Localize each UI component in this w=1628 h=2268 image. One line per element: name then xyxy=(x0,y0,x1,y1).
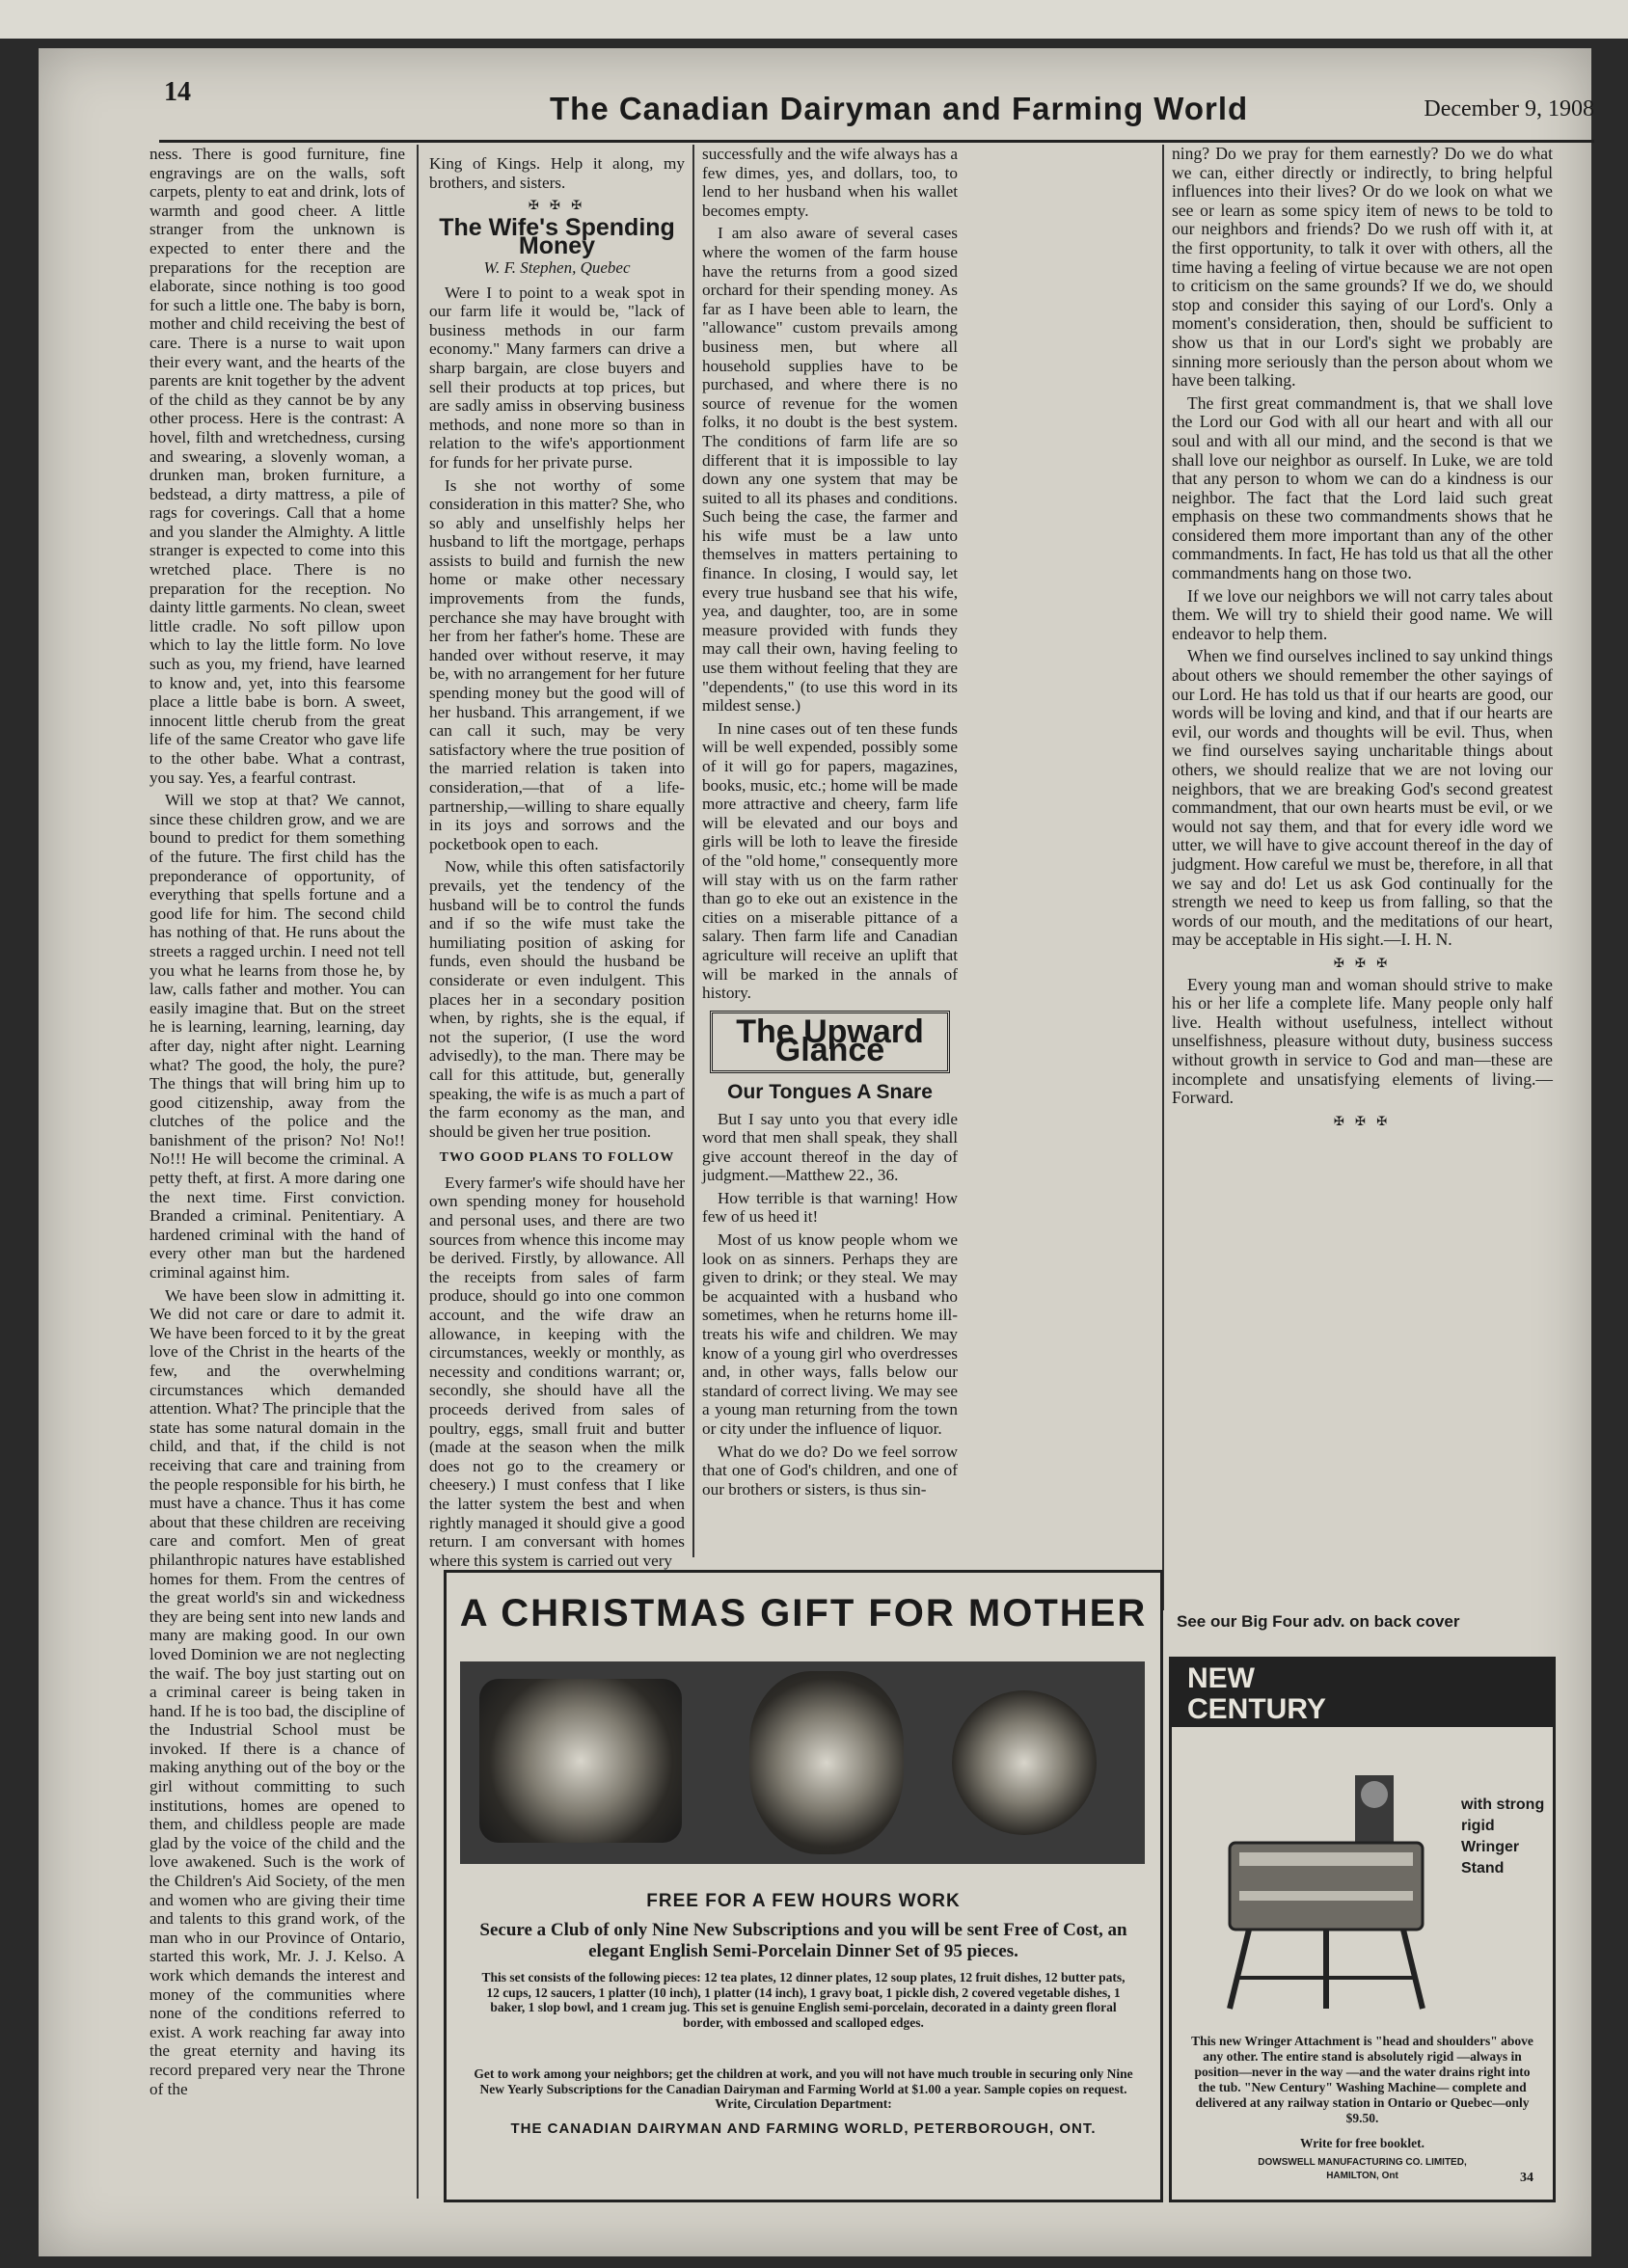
ad-body: This new Wringer Attachment is "head and shoulders" above any other. The entire stand is absolutely rigid —always in position—never in the way —and the water drains right into the tub. "New Century" Washing Machine— complete and delivered at any railway station in Ontario or Quebec—only $9.50. xyxy=(1191,2034,1533,2125)
ad-terms: Secure a Club of only Nine New Subscriptions and you will be sent Free of Cost, an elegant English Semi-Porcelain Dinner Set of 95 pieces. xyxy=(479,1920,1127,1961)
issue-date: December 9, 1908 xyxy=(1424,96,1594,122)
masthead: The Canadian Dairyman and Farming World xyxy=(550,91,1249,126)
paragraph: I am also aware of several cases where the women of the farm house have the returns from a good sized orchard for their spending money. As far as I have been able to learn, the "allowance" custom prevails among business men, but where all household supplies have to be purchased, and where there is no source of revenue for the women folks, it no doubt is the best system. The conditions of farm life are so different that it is impossible to lay down any one system that may be suited to all its phases and conditions. Such being the case, the farmer and his wife must be a law unto themselves in matters pertaining to finance. In closing, I would say, let every true husband see that his wife, yea, and daughter, too, are in some measure provided with funds they may call their own, having feeling to use them without feeling that they are "dependents," (to use this word in its mildest sense.) xyxy=(702,224,958,716)
paragraph: We have been slow in admitting it. We did not care or dare to admit it. We have been forced to it by the great love of the Christ in the hearts of the few, and the overwhelming circumstances which demanded attention. What? The principle that the state has some natural domain in the child, and that, if the child is not receiving that care and training from the people responsible for his birth, he must have a chance. Thus it has come about that these children are receiving care and comfort. Men of great philanthropic natures have established homes for them. From the centres of the great world's sin and wickedness they are being sent into new lands and many are making good. In our own loved Dominion we are not neglecting the waif. The boy just starting out on a criminal career is being taken in hand. If he is too bad, the discipline of the Industrial School must be invoked. If there is a chance of making anything out of the boy or the girl without committing to such institutions, homes are opened to them, and childless people are made glad by the voice of the child and the love awakened. Such is the work of the Children's Aid Society, of the men and women who are giving their time and talents to this grand work, of the man who in our Province of Ontario, started this work, Mr. J. J. Kelso. A work which demands the interest and money of the communities where none of the conditions referred to exist. A work reaching far away into the great eternity and having its record prepared very near the Throne of the xyxy=(149,1285,405,2098)
section-ornament: ✠ ✠ ✠ xyxy=(1333,1113,1392,1128)
page-header xyxy=(164,77,1594,145)
ad-publisher: THE CANADIAN DAIRYMAN AND FARMING WORLD, PETERBOROUGH, ONT. xyxy=(510,2120,1097,2137)
paragraph: Were I to point to a weak spot in our farm life it would be, "lack of business methods in our farm economy." Many farmers can drive a sharp bargain, are close buyers and sell their products at top prices, but are sadly amiss in observing business methods, and none more so than in relation to the wife's apportionment for funds for her private purse. xyxy=(429,283,685,472)
paragraph: How terrible is that warning! How few of us heed it! xyxy=(702,1188,958,1227)
ad-cta: Write for free booklet. xyxy=(1300,2136,1424,2150)
maker-name: DOWSWELL MANUFACTURING CO. LIMITED, xyxy=(1258,2157,1467,2168)
paragraph: Every farmer's wife should have her own spending money for household and personal uses, and there are two sources from whence this income may be derived. Firstly, by allowance. All the receipts from sales of farm produce, should go into one common account, and the wife draw an allowance, in keeping with the circumstances, weekly or monthly, as necessity and conditions warrant; or, secondly, she should have all the proceeds derived from sales of poultry, eggs, small fruit and butter (made at the season when the milk does not go to the creamery or cheesery.) I must confess that I like the latter system the best and when rightly managed it should give a good return. I am conversant with homes where this system is carried out very xyxy=(429,1173,685,1570)
tureen-image xyxy=(749,1671,904,1854)
plate-image xyxy=(952,1690,1097,1835)
paragraph: Most of us know people whom we look on as sinners. Perhaps they are given to drink; or they steal. We may be acquainted with a husband who sometimes, when he returns home ill-treats his wife and children. We may know of a young girl who overdresses and, in other ways, falls below our standard of correct living. We may see a young man returning from the town or city under the influence of liquor. xyxy=(702,1230,958,1438)
page-number: 14 xyxy=(164,77,191,107)
paragraph: When we find ourselves inclined to say unkind things about others we should remember the other sayings of our Lord. He has told us that if our hearts are good, our words will be loving and kind, and that if our hearts are evil, our words and thoughts will be evil. Thus, when we find ourselves saying uncharitable things about others, we should realize that we are not loving our neighbors, that we are breaking God's second greatest commandment, that our own hearts must be evil, or we would not say them, and that for every idle word we utter, we will have to give account thereof in the day of judgment. How careful we must be, therefore, in all that we say and do! Let us ask God continually for the strength we need to keep us from falling, so that the words of our mouth, and the meditations of our heart, may be acceptable in His sight.—I. H. N. xyxy=(1172,646,1553,950)
article-byline: W. F. Stephen, Quebec xyxy=(483,257,631,277)
ad-number: 34 xyxy=(1520,2171,1533,2185)
washing-machine-ad xyxy=(1169,1657,1556,2202)
paragraph: What do we do? Do we feel sorrow that one of God's children, and one of our brothers or sisters, is thus sin- xyxy=(702,1442,958,1498)
ad-brand-banner xyxy=(1172,1660,1553,1727)
column-divider xyxy=(692,145,694,1557)
ad-headline: A CHRISTMAS GIFT FOR MOTHER xyxy=(459,1592,1148,1634)
section-ornament: ✠ ✠ ✠ xyxy=(528,198,586,213)
brand-line: CENTURY xyxy=(1187,1693,1326,1725)
paragraph: Every young man and woman should strive to make his or her life a complete life. Many people only half live. Health without usefulness, intellect without unselfishness, pleasure without duty, business success without growth in service to God and man—these are incomplete and unsatisfying elements of living.—Forward. xyxy=(1172,974,1553,1108)
paragraph: In nine cases out of ten these funds will be well expended, possibly some of it will go for papers, magazines, books, music, etc.; home will be made more attractive and cheery, farm life will be elevated and our boys and girls will be loth to leave the fireside of the "old home," consequently more will stay with us on the farm rather than go to eke out an existence in the cities on a miserable pittance of a salary. Then farm life and Canadian agriculture will receive an uplift that will be marked in the annals of history. xyxy=(702,718,958,1003)
section-ornament: ✠ ✠ ✠ xyxy=(1333,955,1392,970)
paragraph: ning? Do we pray for them earnestly? Do we do what we can, either directly or indirectly, to bring helpful influences into their lives? Or do we look on what we see or learn as some spicy item of news to be told to our neighbors and friends? Do we rush off with it, at the first opportunity, to talk it over with others, all the time having a feeling of virtue because we are not open to criticism on the same grounds? If we do, we should stop and consider this saying of our Lord's. Only a moment's consideration, then, should be sufficient to show us that in our Lord's sight we probably are sinning more seriously than the person about whom we have been talking. xyxy=(1172,144,1553,391)
article-subhead: TWO GOOD PLANS TO FOLLOW xyxy=(439,1150,675,1166)
paragraph: The first great commandment is, that we shall love the Lord our God with all our heart and with all our soul and with all our mind, and the second is that we shall love our neighbor as ourself. In Luke, we are told that any person to whom we can do a kindness is our neighbor. The fact that the Lord laid such great emphasis on these two commandments shows that he considered them more important than any of the other commandments. In fact, He has told us that all the other commandments hang on those two. xyxy=(1172,392,1553,583)
article-title: The Wife's Spending Money xyxy=(439,213,675,260)
article-subtitle: Our Tongues A Snare xyxy=(727,1080,933,1103)
brand-line: NEW xyxy=(1187,1662,1255,1694)
upward-glance-box: The Upward Glance xyxy=(710,1011,950,1073)
paragraph: Is she not worthy of some consideration in this matter? She, who so ably and unselfishly helps her husband to lift the mortgage, perhaps assists to build and furnish the new home or make other necessary improvements from the funds, perchance she may have brought with her from her father's home. These are handed over without reserve, it may be, with no arrangement for her future spending money but the good will of her husband. This arrangement, if we can call it such, may be very satisfactory where the true position of the married relation is taken into consideration,—that of a life-partnership,—willing to share equally in its joys and sorrows and the pocketbook open to each. xyxy=(429,475,685,853)
platter-image xyxy=(479,1679,682,1843)
dinner-set-photo xyxy=(460,1661,1145,1864)
ad-offer: FREE FOR A FEW HOURS WORK xyxy=(646,1891,961,1911)
paragraph: ness. There is good furniture, fine engravings are on the walls, soft carpets, plenty to eat and drink, lots of warmth and good cheer. A little stranger from the unknown is expected to enter there and the preparations for the reception are elaborate, since nothing is too good for such a little one. The baby is born, mother and child receiving the best of care. There is a nurse to wait upon their every want, and the hearts of the parents are knit together by the advent of the child as they cannot be by any other process. Here is the contrast: A hovel, filth and wretchedness, cursing and swearing, a slovenly woman, a drunken man, broken furniture, a bedstead, a dirty mattress, a pile of rags for coverings. Call that a home and you slander the Almighty. A little stranger is expected to come into this wretched place. There is no preparation for the reception. No dainty little garments. No clean, sweet little cradle. No soft pillow upon which to lay the little form. No love such as you, my friend, have learned to know and, yet, into this fearsome place a little babe is born. A sweet, innocent little cherub from the great life of the same Creator who gave life to the other babe. What a contrast, you say. Yes, a fearful contrast. xyxy=(149,145,405,787)
paper-edge xyxy=(0,0,1628,39)
maker-city: HAMILTON, Ont xyxy=(1326,2171,1398,2181)
paragraph: King of Kings. Help it along, my brothers, and sisters. xyxy=(429,154,685,192)
column-2 xyxy=(429,154,685,1570)
column-4 xyxy=(1172,145,1553,1603)
promo-note: See our Big Four adv. on back cover xyxy=(1177,1612,1460,1631)
paragraph: Will we stop at that? We cannot, since these children grow, and we are bound to predict for them something of the future. The first child has the preponderance of opportunity, of everything that spells fortune and a good life for him. The second child has nothing of that. He runs about the streets a ragged urchin. I need not tell you what he learns from those he, by law, calls father and mother. You can easily imagine that. But on the street he is learning, learning, learning, day after day, night after night. Learning what? The good, the holy, the pure? The things that will bring him up to good citizenship, away from the clutches of the police and the banishment of the prison? No! No!! No!!! He will become the criminal. A petty theft, at first. A more daring one the next time. First conviction. Branded a criminal. Penitentiary. A hardened criminal with the hand of every other man but the hardened criminal against him. xyxy=(149,791,405,1282)
paragraph: If we love our neighbors we will not carry tales about them. We will try to shield their good name. We will endeavor to help them. xyxy=(1172,585,1553,643)
ad-details: This set consists of the following pieces: 12 tea plates, 12 dinner plates, 12 soup plates, 12 fruit dishes, 12 butter pats, 12 cups, 12 saucers, 1 platter (10 inch), 1 platter (14 inch), 1 gravy boat, 1 pickle dish, 2 covered vegetable dishes, 1 baker, 1 slop bowl, and 1 cream jug. This set is genuine English semi-porcelain, decorated in a dainty green floral border, with embossed and scalloped edges. xyxy=(481,1970,1126,2030)
paragraph: successfully and the wife always has a few dimes, yes, and dollars, too, to lend to her husband when his wallet becomes empty. xyxy=(702,145,958,220)
column-divider xyxy=(417,145,419,2199)
ad-instructions: Get to work among your neighbors; get the children at work, and you will not have much trouble in securing only Nine New Yearly Subscriptions for the Canadian Dairyman and Farming World at $1.00 a year. Sample copies on request. Write, Circulation Department: xyxy=(474,2066,1133,2111)
column-1 xyxy=(149,145,405,2199)
paragraph: Now, while this often satisfactorily prevails, yet the tendency of the husband will be to control the funds and if so the wife must take the humiliating position of asking for funds, even should the husband be considerate or even indulgent. This places her in a secondary position when, by rights, she is the equal, if not the superior, (I use the word advisedly), to the man. There may be call for this attitude, but, generally speaking, the wife is as much a part of the farm economy as the man, and should be given her true position. xyxy=(429,857,685,1141)
ad-feature: with strong rigid Wringer Stand xyxy=(1461,1796,1545,1876)
column-3 xyxy=(702,145,958,1557)
washing-machine-illustration xyxy=(1210,1756,1442,2016)
ad-maker xyxy=(1172,2156,1553,2183)
header-rule xyxy=(159,140,1594,143)
paragraph: But I say unto you that every idle word that men shall speak, they shall give account thereof in the day of judgment.—Matthew 22., 36. xyxy=(702,1109,958,1185)
christmas-gift-ad xyxy=(444,1570,1163,2202)
column-divider xyxy=(1162,145,1164,1610)
